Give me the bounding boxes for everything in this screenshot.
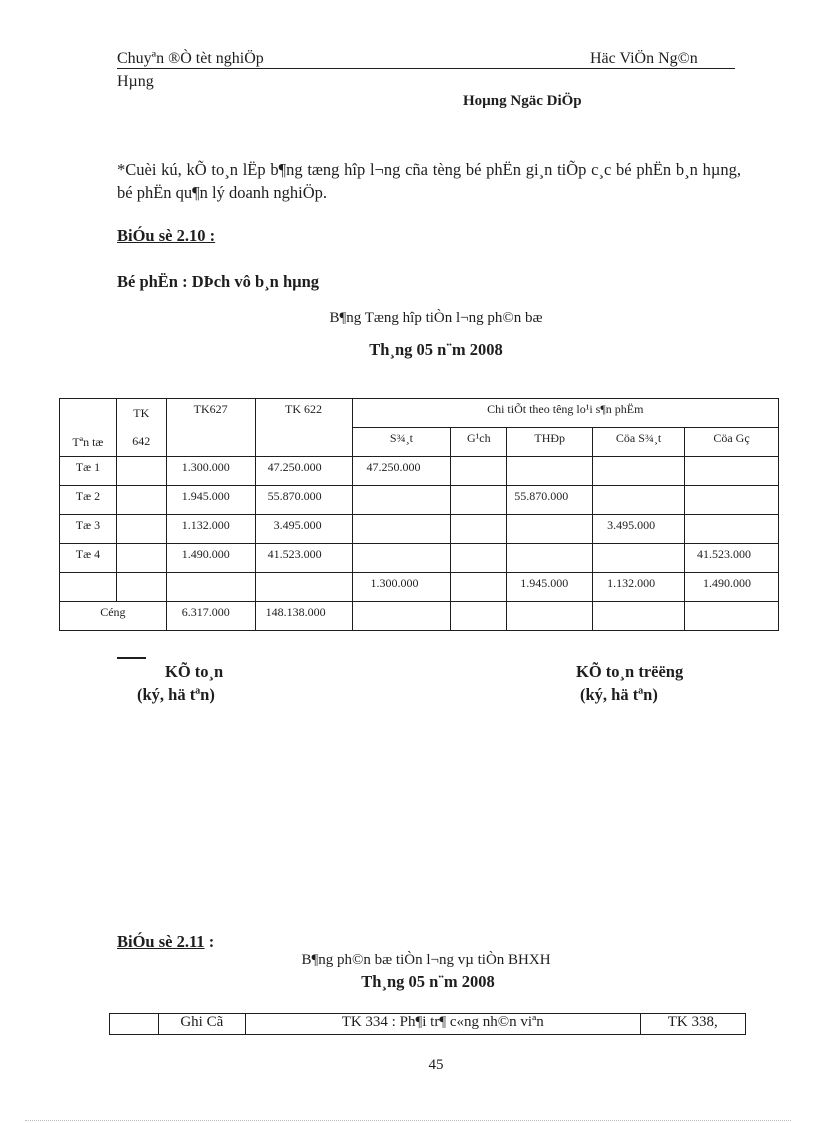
signature-chief-accountant-title: KÕ to¸n trëëng [576, 662, 684, 681]
header-tk642: TK 642 [116, 399, 166, 457]
team-name-cell: Tæ 4 [60, 544, 117, 573]
table-cell [116, 573, 166, 602]
author-name: Hoµng Ngäc DiÖp [463, 93, 582, 109]
table-cell [685, 602, 779, 631]
team-name-cell: Tæ 2 [60, 486, 117, 515]
table-cell [593, 486, 685, 515]
header-left-continued: Hµng [117, 73, 154, 90]
table-title: B¶ng Tæng hîp tiÒn l¬ng ph©n bæ [329, 310, 543, 326]
team-name-cell [60, 573, 117, 602]
table-cell [593, 544, 685, 573]
table-cell [685, 486, 779, 515]
table-cell [593, 602, 685, 631]
table-header-row [60, 399, 779, 428]
team-name-cell: Tæ 3 [60, 515, 117, 544]
table-cell: 1.945.000 [166, 486, 255, 515]
table-cell [451, 457, 507, 486]
subheader-cell: S¾¸t [352, 428, 451, 457]
header-left: Chuyªn ®Ò tèt nghiÖp [117, 50, 264, 67]
header-team-name: Tªn tæ [60, 399, 117, 457]
table-cell [451, 515, 507, 544]
table-row [60, 486, 779, 515]
subheader-cell: Cöa Gç [685, 428, 779, 457]
figure-label-2-10: BiÓu sè 2.10 : [117, 226, 216, 245]
body-paragraph: *Cuèi kú, kÕ to¸n lËp b¶ng tæng hîp l¬ng cña tèng bé phËn gi¸n tiÕp c¸c bé phËn b¸n hµng, bé phËn qu¶n lý doanh nghiÖp. [117, 160, 741, 202]
header-product-detail: Chi tiÕt theo têng lo¹i s¶n phËm [352, 399, 779, 428]
allocation-table-title: B¶ng ph©n bæ tiÒn l¬ng vµ tiÒn BHXH [301, 952, 551, 968]
table-total-row [60, 602, 779, 631]
table-row [60, 573, 779, 602]
header-rule [117, 68, 735, 69]
page-bottom-rule [25, 1120, 791, 1121]
table-cell: 55.870.000 [507, 486, 593, 515]
table-cell [352, 602, 451, 631]
subheader-cell: Cöa S¾¸t [593, 428, 685, 457]
table-cell: 1.300.000 [352, 573, 451, 602]
table-cell [110, 1014, 159, 1035]
allocation-table-period: Th¸ng 05 n¨m 2008 [361, 972, 495, 991]
table-cell [507, 602, 593, 631]
total-label-cell: Céng [60, 602, 167, 631]
department-heading: Bé phËn : DÞch vô b¸n hµng [117, 272, 320, 291]
header-right: Häc ViÖn Ng©n [590, 50, 698, 67]
table-cell [593, 457, 685, 486]
signature-accountant-title: KÕ to¸n [165, 662, 224, 681]
subheader-cell: THÐp [507, 428, 593, 457]
table-cell: 1.490.000 [685, 573, 779, 602]
header-tk627: TK627 [166, 399, 255, 457]
team-name-cell: Tæ 1 [60, 457, 117, 486]
table-cell [352, 515, 451, 544]
table-cell: TK 334 : Ph¶i tr¶ c«ng nh©n viªn [245, 1014, 640, 1035]
table-cell [352, 486, 451, 515]
short-dash-rule [117, 657, 146, 659]
table-cell: 55.870.000 [255, 486, 352, 515]
table-cell [507, 457, 593, 486]
table-cell [116, 544, 166, 573]
header-tk622: TK 622 [255, 399, 352, 457]
table-cell [352, 544, 451, 573]
table-cell: 3.495.000 [593, 515, 685, 544]
figure-label-2-11: BiÓu sè 2.11 : [117, 932, 215, 951]
table-cell: TK 338, [640, 1014, 746, 1035]
table-cell: 1.300.000 [166, 457, 255, 486]
table-cell [685, 457, 779, 486]
table-header-row [110, 1014, 746, 1035]
signature-accountant-note: (ký, hä tªn) [137, 685, 215, 704]
table-cell: Ghi Cã [158, 1014, 245, 1035]
table-cell [451, 544, 507, 573]
allocation-table [109, 1013, 746, 1035]
table-cell: 47.250.000 [255, 457, 352, 486]
table-cell: 1.945.000 [507, 573, 593, 602]
table-row [60, 457, 779, 486]
table-period: Th¸ng 05 n¨m 2008 [369, 340, 503, 359]
table-cell [685, 515, 779, 544]
table-row [60, 544, 779, 573]
table-cell [507, 544, 593, 573]
subheader-cell: G¹ch [451, 428, 507, 457]
table-cell: 1.132.000 [166, 515, 255, 544]
table-cell [166, 573, 255, 602]
table-cell [451, 573, 507, 602]
table-cell [255, 573, 352, 602]
salary-summary-table [59, 398, 779, 631]
table-cell: 47.250.000 [352, 457, 451, 486]
table-cell [451, 602, 507, 631]
table-cell: 1.490.000 [166, 544, 255, 573]
table-cell [451, 486, 507, 515]
table-cell [116, 515, 166, 544]
table-cell [116, 457, 166, 486]
table-cell [507, 515, 593, 544]
table-cell: 3.495.000 [255, 515, 352, 544]
page-number: 45 [428, 1057, 444, 1073]
table-row [60, 515, 779, 544]
total-tk622-cell: 148.138.000 [255, 602, 352, 631]
total-tk627-cell: 6.317.000 [166, 602, 255, 631]
table-cell: 41.523.000 [255, 544, 352, 573]
table-cell [116, 486, 166, 515]
table-cell: 1.132.000 [593, 573, 685, 602]
table-cell: 41.523.000 [685, 544, 779, 573]
signature-chief-accountant-note: (ký, hä tªn) [580, 685, 658, 704]
